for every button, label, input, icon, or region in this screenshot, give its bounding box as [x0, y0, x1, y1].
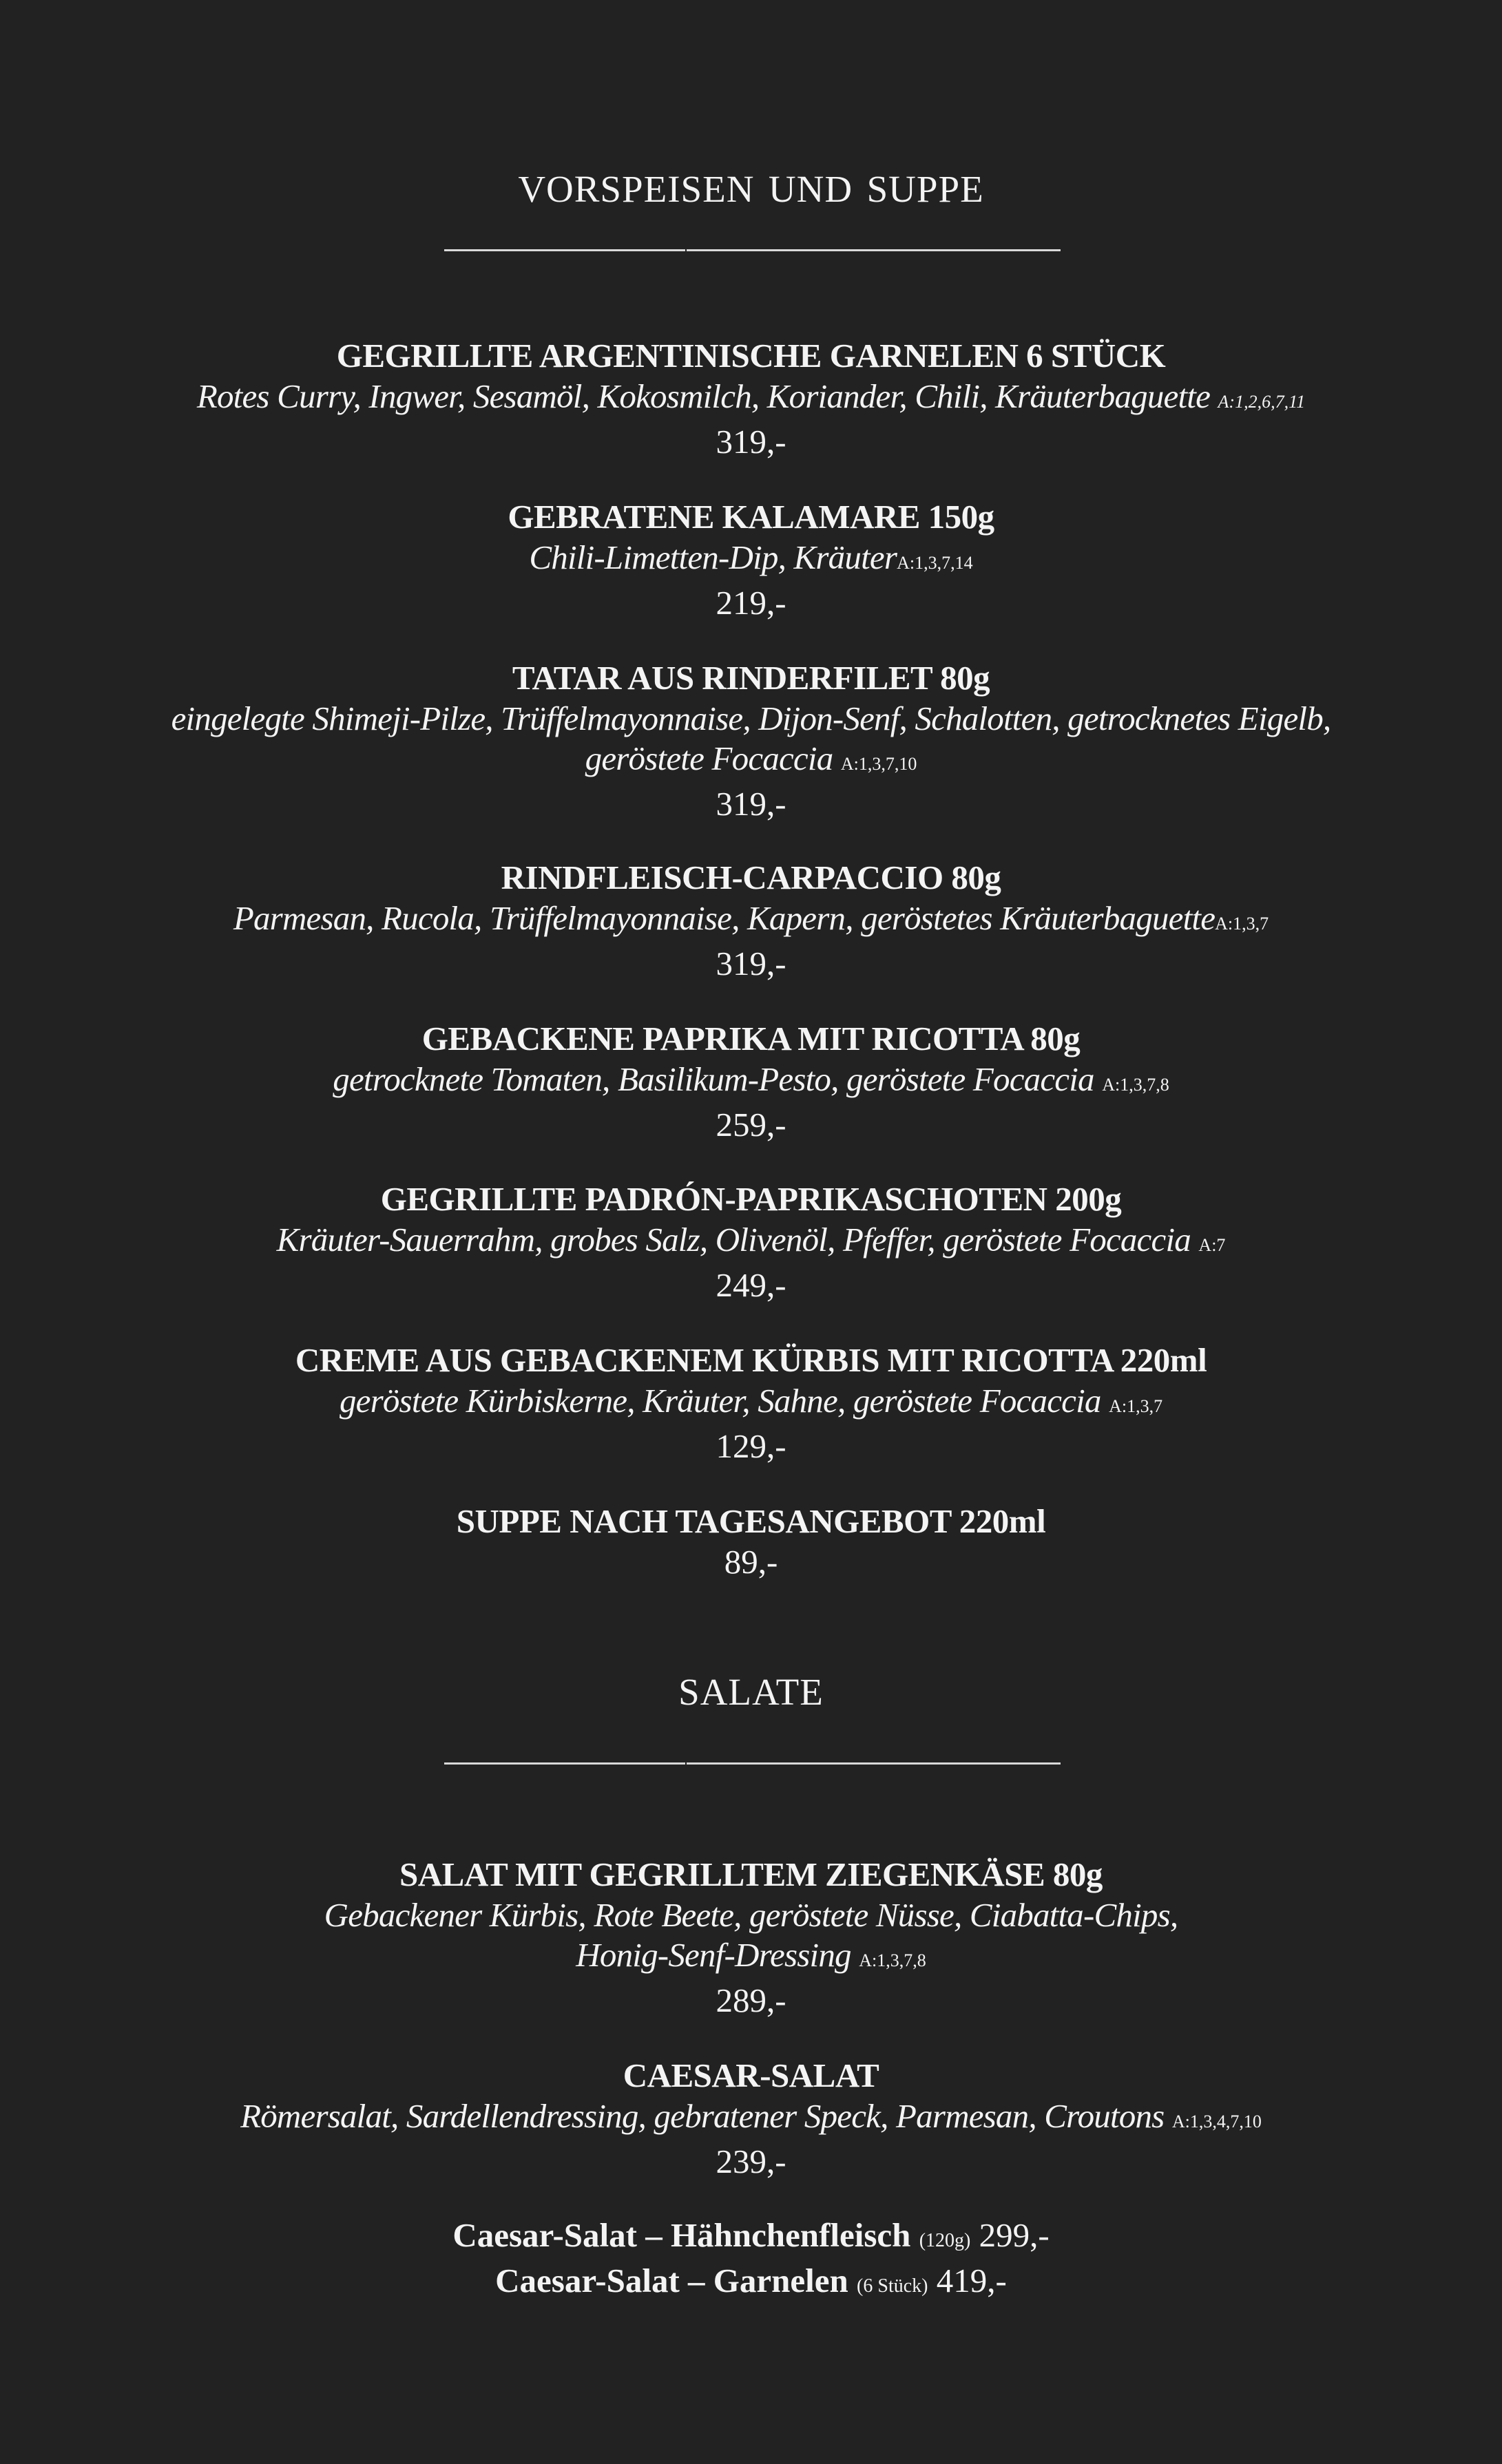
item-price: 319,- [716, 945, 786, 982]
item-name: TATAR AUS RINDERFILET 80g [512, 659, 990, 697]
menu-item-paprika-ricotta [0, 1018, 1502, 1145]
extra-name: Caesar-Salat – Hähnchenfleisch [452, 2216, 911, 2254]
allergen-info: A:1,3,7 [1215, 914, 1269, 934]
allergen-info: A:1,3,7 [1109, 1396, 1163, 1416]
item-name: GEBACKENE PAPRIKA MIT RICOTTA 80g [421, 1020, 1081, 1057]
allergen-info: A:1,3,7,8 [1102, 1075, 1169, 1095]
menu-item-ziegenkaese-salat [0, 1854, 1502, 2021]
extra-option-haehnchen [0, 2215, 1502, 2261]
item-price: 249,- [716, 1266, 786, 1304]
extra-quantity: (6 Stück) [857, 2275, 928, 2297]
item-description: Kräuter-Sauerrahm, grobes Salz, Olivenöl, Pfeffer, geröstete Focaccia A:7 [276, 1221, 1226, 1259]
item-name: GEGRILLTE PADRÓN-PAPRIKASCHOTEN 200g [380, 1180, 1122, 1218]
extra-price: 419,- [936, 2262, 1007, 2299]
caesar-extras [0, 2215, 1502, 2306]
section-title-vorspeisen: vorspeisen und suppe [518, 154, 984, 213]
item-price: 129,- [716, 1427, 786, 1465]
item-description: Gebackener Kürbis, Rote Beete, geröstete Nüsse, Ciabatta-Chips, [324, 1896, 1178, 1934]
item-description: geröstete Kürbiskerne, Kräuter, Sahne, geröstete Focaccia A:1,3,7 [339, 1382, 1163, 1420]
allergen-info: A:1,2,6,7,11 [1218, 392, 1306, 412]
menu-item-tatar [0, 657, 1502, 824]
item-name: CREME AUS GEBACKENEM KÜRBIS MIT RICOTTA 220ml [295, 1341, 1207, 1379]
item-description: Chili-Limetten-Dip, KräuterA:1,3,7,14 [529, 538, 973, 576]
item-price: 319,- [716, 785, 786, 823]
extra-option-garnelen [0, 2261, 1502, 2306]
allergen-info: A:1,3,4,7,10 [1171, 2112, 1262, 2131]
menu-item-kuerbis-creme [0, 1340, 1502, 1466]
item-description: Rotes Curry, Ingwer, Sesamöl, Kokosmilch, Koriander, Chili, Kräuterbaguette A:1,2,6,7,11 [196, 377, 1306, 415]
menu-item-padron [0, 1179, 1502, 1305]
allergen-info: A:7 [1198, 1235, 1226, 1255]
item-name: SUPPE NACH TAGESANGEBOT 220ml [456, 1502, 1046, 1540]
item-name: GEGRILLTE ARGENTINISCHE GARNELEN 6 STÜCK [336, 337, 1166, 375]
item-name: SALAT MIT GEGRILLTEM ZIEGENKÄSE 80g [399, 1855, 1103, 1893]
item-description-line-2: geröstete Focaccia A:1,3,7,10 [585, 739, 917, 777]
item-name: CAESAR-SALAT [623, 2056, 879, 2094]
item-price: 219,- [716, 584, 786, 622]
menu-item-caesar-salat [0, 2055, 1502, 2182]
item-price: 89,- [724, 1543, 778, 1581]
item-price: 319,- [716, 423, 786, 461]
item-description: Parmesan, Rucola, Trüffelmayonnaise, Kapern, geröstetes KräuterbaguetteA:1,3,7 [233, 899, 1269, 937]
extra-weight: (120g) [919, 2230, 971, 2251]
allergen-info: A:1,3,7,10 [840, 754, 917, 774]
menu-item-garnelen [0, 335, 1502, 462]
item-name: GEBRATENE KALAMARE 150g [508, 498, 994, 536]
extra-price: 299,- [979, 2216, 1050, 2254]
item-price: 239,- [716, 2142, 786, 2180]
item-description: Römersalat, Sardellendressing, gebratener Speck, Parmesan, Croutons A:1,3,4,7,10 [240, 2097, 1262, 2135]
menu-item-kalamare [0, 496, 1502, 623]
section-divider [444, 1762, 1061, 1765]
allergen-info: A:1,3,7,14 [897, 553, 973, 573]
allergen-info: A:1,3,7,8 [859, 1950, 926, 1970]
section-title-salate: salate [678, 1656, 824, 1716]
item-price: 259,- [716, 1106, 786, 1144]
menu-item-tagessuppe [0, 1501, 1502, 1582]
extra-name: Caesar-Salat – Garnelen [495, 2262, 848, 2299]
section-divider [444, 249, 1061, 251]
item-name: RINDFLEISCH-CARPACCIO 80g [501, 859, 1001, 896]
menu-item-carpaccio [0, 857, 1502, 984]
item-description: getrocknete Tomaten, Basilikum-Pesto, geröstete Focaccia A:1,3,7,8 [333, 1060, 1169, 1098]
item-description-line-2: Honig-Senf-Dressing A:1,3,7,8 [576, 1936, 926, 1974]
item-price: 289,- [716, 1981, 786, 2019]
item-description: eingelegte Shimeji-Pilze, Trüffelmayonnaise, Dijon-Senf, Schalotten, getrocknetes Eigelb, [171, 699, 1331, 737]
